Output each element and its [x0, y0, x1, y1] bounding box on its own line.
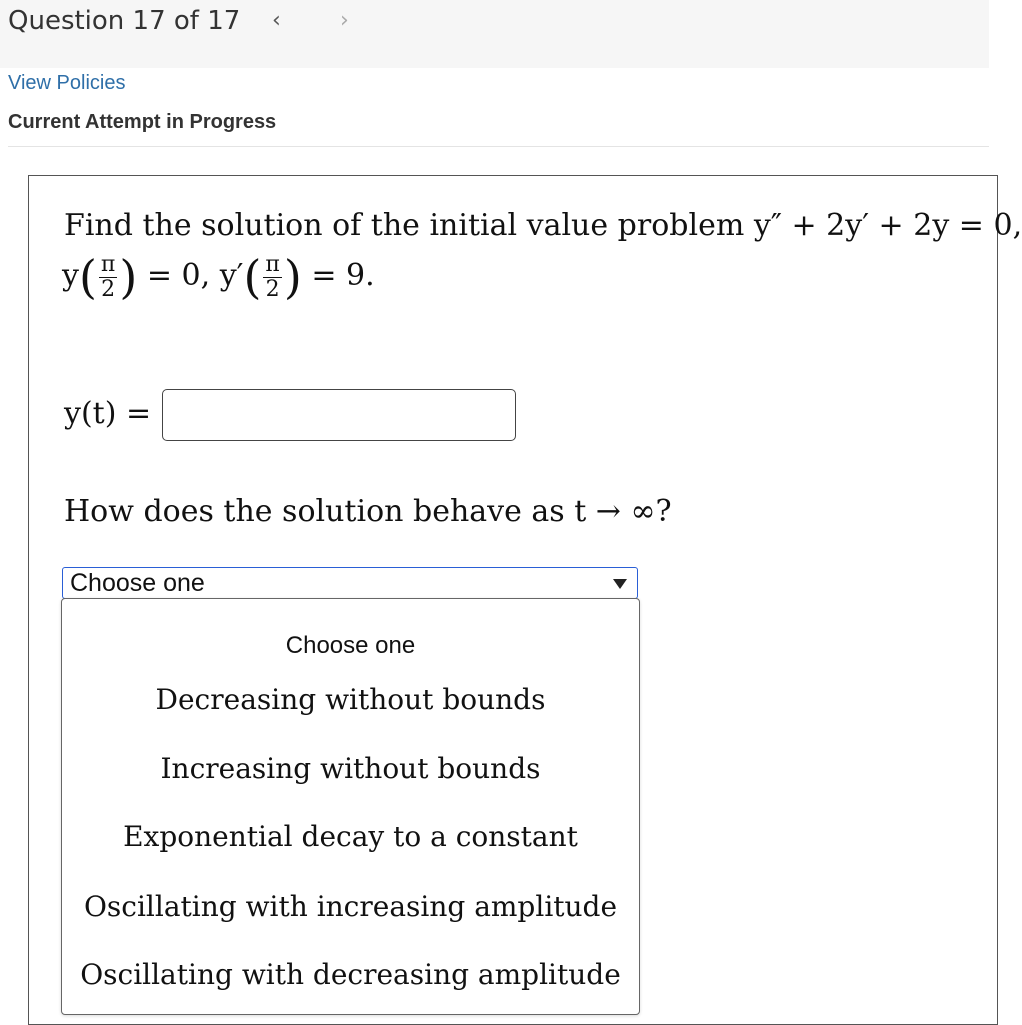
view-policies-link[interactable]: View Policies	[8, 72, 126, 94]
option-decreasing-without-bounds[interactable]: Decreasing without bounds	[155, 683, 546, 716]
fraction-denominator: 2	[101, 276, 116, 302]
behavior-dropdown-list	[61, 598, 640, 1015]
option-choose-one[interactable]: Choose one	[285, 632, 416, 659]
condition-1-rhs: = 0, y′	[137, 258, 244, 293]
fraction-numerator: π	[265, 251, 280, 277]
pi-over-2-fraction	[97, 253, 119, 302]
problem-equation: y″ + 2y′ + 2y = 0,	[753, 208, 1022, 243]
attempt-status: Current Attempt in Progress	[8, 111, 277, 133]
option-increasing-without-bounds[interactable]: Increasing without bounds	[160, 752, 541, 785]
problem-intro: Find the solution of the initial value problem	[64, 208, 754, 243]
condition-2-rhs: = 9.	[301, 258, 375, 293]
option-oscillating-decreasing[interactable]: Oscillating with decreasing amplitude	[80, 958, 621, 991]
next-question-icon[interactable]: ›	[340, 8, 349, 33]
question-header	[0, 0, 989, 68]
initial-conditions	[62, 250, 375, 324]
fraction-denominator: 2	[265, 276, 280, 302]
question-counter: Question 17 of 17	[8, 6, 241, 36]
answer-label: y(t) =	[64, 396, 152, 431]
select-value: Choose one	[70, 569, 205, 597]
left-paren: (	[78, 250, 97, 304]
behavior-select[interactable]	[62, 567, 638, 599]
left-paren: (	[243, 250, 262, 304]
dropdown-caret-icon	[613, 579, 627, 589]
pi-over-2-fraction	[261, 253, 283, 302]
condition-1-function: y	[62, 258, 79, 293]
previous-question-icon[interactable]: ‹	[272, 8, 281, 33]
right-paren: )	[119, 250, 138, 304]
behavior-question: How does the solution behave as t → ∞?	[64, 494, 672, 529]
answer-input[interactable]	[162, 389, 516, 441]
fraction-numerator: π	[100, 251, 116, 277]
option-oscillating-increasing[interactable]: Oscillating with increasing amplitude	[83, 890, 618, 923]
problem-statement	[64, 208, 1022, 243]
option-exponential-decay[interactable]: Exponential decay to a constant	[123, 820, 578, 853]
right-paren: )	[283, 250, 302, 304]
divider	[8, 146, 989, 147]
